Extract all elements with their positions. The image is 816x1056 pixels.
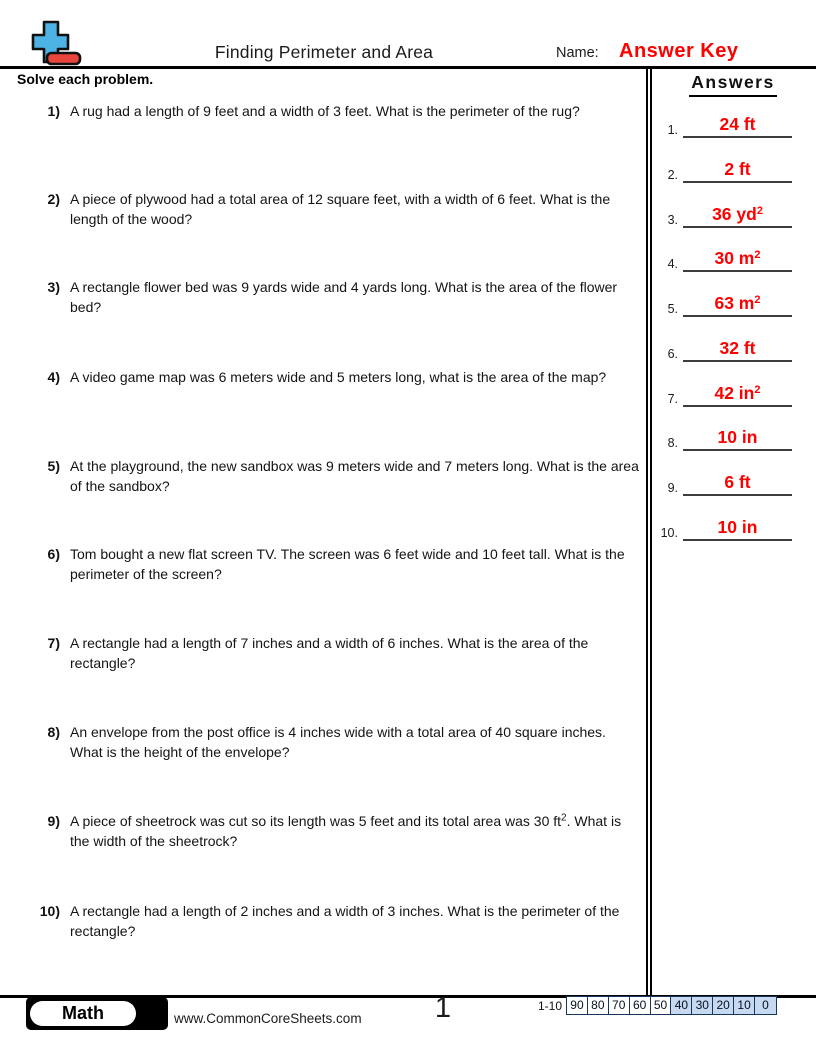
problem-item-9 xyxy=(28,812,642,851)
problem-item-4 xyxy=(28,368,642,388)
problem-number: 10) xyxy=(39,903,60,919)
problem-item-5 xyxy=(28,457,642,496)
score-cell: 20 xyxy=(713,997,734,1014)
score-cell: 30 xyxy=(692,997,713,1014)
answer-row-9 xyxy=(650,467,792,496)
answer-row-2 xyxy=(650,154,792,183)
problem-number: 2) xyxy=(47,191,60,207)
score-range-label: 1-10 xyxy=(537,999,562,1013)
problem-number: 8) xyxy=(47,724,60,740)
problem-number: 3) xyxy=(47,279,60,295)
answer-row-8 xyxy=(650,422,792,451)
answer-value: 24 ft xyxy=(683,109,792,138)
answers-title: Answers xyxy=(689,72,776,97)
problem-text: A rectangle flower bed was 9 yards wide and 4 yards long. What is the area of the flower bed? xyxy=(70,279,618,315)
name-label: Name: xyxy=(556,45,599,61)
answer-value: 10 in xyxy=(683,422,792,451)
problem-number: 7) xyxy=(47,635,60,651)
problem-number: 9) xyxy=(47,813,60,829)
instructions-text: Solve each problem. xyxy=(17,71,154,87)
problem-item-7 xyxy=(28,634,642,673)
score-cell: 70 xyxy=(609,997,630,1014)
answer-key-value: Answer Key xyxy=(619,40,739,62)
answer-number: 3. xyxy=(667,213,678,227)
problem-number: 4) xyxy=(47,369,60,385)
problem-text: A piece of sheetrock was cut so its length was 5 feet and its total area was 30 $ft^2$. What is the width of the sheetrock? xyxy=(70,812,622,849)
answers-panel-header xyxy=(660,72,806,97)
problem-text: A rectangle had a length of 7 inches and a width of 6 inches. What is the area of the rectangle? xyxy=(70,635,589,671)
score-cell: 80 xyxy=(588,997,609,1014)
problem-text: An envelope from the post office is 4 inches wide with a total area of 40 square inches. What is the height of the envelope? xyxy=(70,724,606,760)
score-cell: 90 xyxy=(567,997,588,1014)
answer-row-6 xyxy=(650,333,792,362)
subject-badge xyxy=(26,997,168,1030)
problem-text: A piece of plywood had a total area of 12 square feet, with a width of 6 feet. What is the length of the wood? xyxy=(70,191,611,227)
answer-number: 2. xyxy=(667,168,678,182)
header-divider xyxy=(0,66,816,69)
answer-number: 4. xyxy=(667,257,678,271)
answer-value: 36 yd $^2$ xyxy=(683,199,792,228)
subject-label: Math xyxy=(30,1001,136,1026)
problem-number: 5) xyxy=(47,458,60,474)
answer-row-1 xyxy=(650,109,792,138)
problem-item-8 xyxy=(28,723,642,762)
problem-text: Tom bought a new flat screen TV. The screen was 6 feet wide and 10 feet tall. What is the perimeter of the screen? xyxy=(70,546,625,582)
score-cell: 60 xyxy=(630,997,651,1014)
answer-row-7 xyxy=(650,378,792,407)
answer-value: 42 in $^2$ xyxy=(683,378,792,407)
answer-value: 30 m $^2$ xyxy=(683,243,792,272)
problem-text: A video game map was 6 meters wide and 5 meters long, what is the area of the map? xyxy=(70,369,607,385)
answer-number: 8. xyxy=(667,436,678,450)
answer-row-10 xyxy=(650,512,792,541)
page-number: 1 xyxy=(434,992,452,1024)
answer-number: 1. xyxy=(667,123,678,137)
score-cell: 10 xyxy=(734,997,755,1014)
answer-value: 10 in xyxy=(683,512,792,541)
answer-number: 6. xyxy=(667,347,678,361)
problem-text: At the playground, the new sandbox was 9 meters wide and 7 meters long. What is the area of the sandbox? xyxy=(70,458,639,494)
score-cell: 0 xyxy=(755,997,776,1014)
website-url: www.CommonCoreSheets.com xyxy=(174,1011,362,1026)
answer-value: 63 m $^2$ xyxy=(683,288,792,317)
answer-number: 10. xyxy=(660,526,678,540)
problem-text: A rug had a length of 9 feet and a width of 3 feet. What is the perimeter of the rug? xyxy=(70,103,580,119)
problem-item-6 xyxy=(28,545,642,584)
answer-value: 32 ft xyxy=(683,333,792,362)
problem-number: 6) xyxy=(47,546,60,562)
page-title: Finding Perimeter and Area xyxy=(214,42,434,62)
problem-item-2 xyxy=(28,190,642,229)
problem-item-1 xyxy=(28,102,642,122)
answer-number: 5. xyxy=(667,302,678,316)
score-cell: 40 xyxy=(671,997,692,1014)
answer-row-3 xyxy=(650,199,792,228)
problem-number: 1) xyxy=(47,103,60,119)
answer-value: 2 ft xyxy=(683,154,792,183)
problem-item-3 xyxy=(28,278,642,317)
answer-row-4 xyxy=(650,243,792,272)
answer-row-5 xyxy=(650,288,792,317)
score-cell: 50 xyxy=(651,997,672,1014)
answer-number: 9. xyxy=(667,481,678,495)
answer-number: 7. xyxy=(667,392,678,406)
problem-text: A rectangle had a length of 2 inches and a width of 3 inches. What is the perimeter of the rectangle? xyxy=(70,903,620,939)
score-table xyxy=(566,996,777,1015)
problem-item-10 xyxy=(28,902,642,941)
answer-value: 6 ft xyxy=(683,467,792,496)
